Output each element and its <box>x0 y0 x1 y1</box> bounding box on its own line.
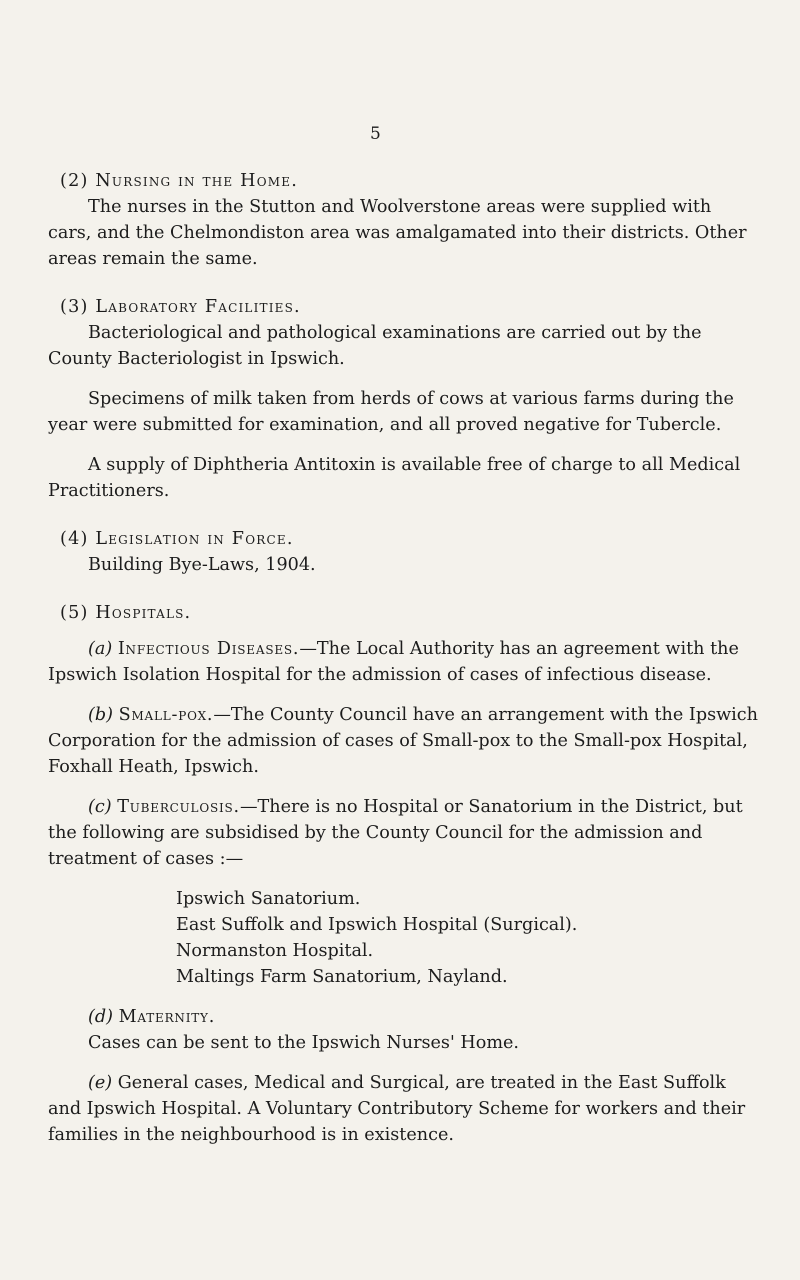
section-paragraph: The nurses in the Stutton and Woolverstone areas were supplied with cars, and the Chelmondiston area was amalgamated into their districts. Other areas remain the same. <box>48 197 747 269</box>
section-hospitals <box>48 600 760 1148</box>
subsection-text: —The Local Authority has an agreement with the Ipswich Isolation Hospital for the admission of cases of infectious disease. <box>48 639 739 685</box>
section-title: Legislation in Force. <box>95 529 294 549</box>
section-nursing <box>48 168 760 272</box>
section-paragraph: Specimens of milk taken from herds of cows at various farms during the year were submitted for examination, and all proved negative for Tubercle. <box>48 389 734 435</box>
section-paragraph: Bacteriological and pathological examinations are carried out by the County Bacteriologist in Ipswich. <box>48 323 702 369</box>
section-legislation <box>48 526 760 578</box>
subsection-maternity <box>48 1004 760 1030</box>
section-number: (5) <box>60 603 89 623</box>
section-heading <box>60 168 760 194</box>
section-laboratory <box>48 294 760 504</box>
subsection-title: Maternity. <box>118 1007 216 1027</box>
subsection-text: Cases can be sent to the Ipswich Nurses' Home. <box>88 1033 520 1053</box>
section-title: Nursing in the Home. <box>95 171 298 191</box>
page-content <box>48 168 760 1170</box>
section-paragraph: Building Bye-Laws, 1904. <box>88 555 316 575</box>
subsection-title: Tuberculosis. <box>117 797 240 817</box>
section-title: Hospitals. <box>95 603 192 623</box>
subsection-text: —There is no Hospital or Sanatorium in the District, but the following are subsidised by the County Council for the admission and treatment of cases :— <box>48 797 743 869</box>
section-heading <box>60 600 760 626</box>
list-item: Maltings Farm Sanatorium, Nayland. <box>176 967 508 987</box>
section-number: (3) <box>60 297 89 317</box>
list-item: East Suffolk and Ipswich Hospital (Surgical). <box>176 915 578 935</box>
page-number: 5 <box>370 124 381 144</box>
subsection-title: Small-pox. <box>118 705 214 725</box>
section-heading <box>60 294 760 320</box>
section-number: (4) <box>60 529 89 549</box>
subsection-general <box>48 1070 760 1148</box>
list-item: Normanston Hospital. <box>176 941 374 961</box>
section-title: Laboratory Facilities. <box>95 297 301 317</box>
subsection-text: General cases, Medical and Surgical, are treated in the East Suffolk and Ipswich Hospital. A Voluntary Contributory Scheme for workers and their families in the neighbourhood is in existence. <box>48 1073 746 1145</box>
subsection-tuberculosis <box>48 794 760 872</box>
subsection-label: (e) <box>88 1073 113 1093</box>
subsection-label: (d) <box>88 1007 113 1027</box>
list-item: Ipswich Sanatorium. <box>176 889 361 909</box>
section-number: (2) <box>60 171 89 191</box>
section-paragraph: A supply of Diphtheria Antitoxin is available free of charge to all Medical Practitioners. <box>48 455 741 501</box>
subsection-label: (b) <box>88 705 113 725</box>
subsection-label: (a) <box>88 639 113 659</box>
subsection-title: Infectious Diseases. <box>117 639 300 659</box>
section-heading <box>60 526 760 552</box>
subsection-label: (c) <box>88 797 112 817</box>
subsection-text: —The County Council have an arrangement with the Ipswich Corporation for the admission of cases of Small-pox to the Small-pox Hospital, Foxhall Heath, Ipswich. <box>48 705 758 777</box>
subsection-smallpox <box>48 702 760 780</box>
hospital-list <box>48 886 760 990</box>
subsection-infectious <box>48 636 760 688</box>
